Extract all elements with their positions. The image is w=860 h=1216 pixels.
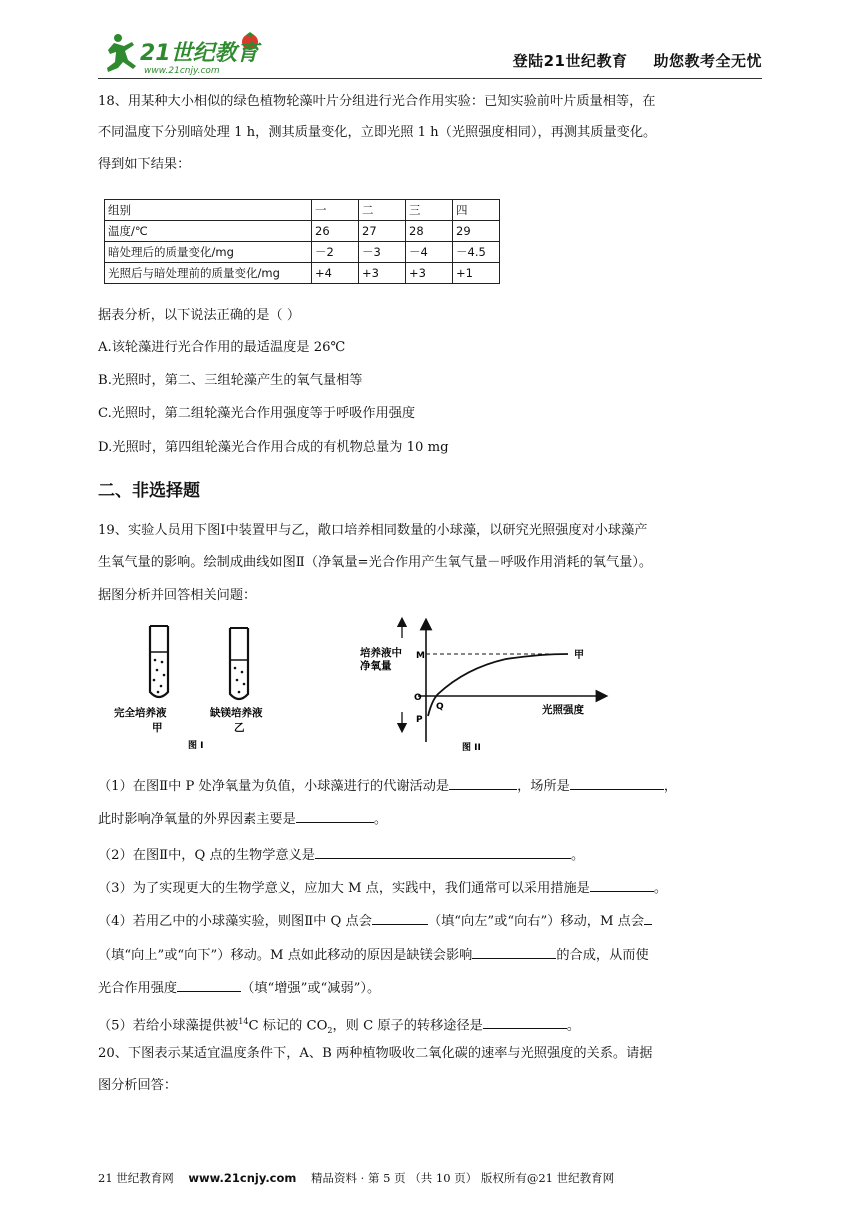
- text-span: 。: [653, 881, 668, 896]
- table-cell: 27: [359, 221, 406, 242]
- logo-text: 21世纪教育: [140, 41, 259, 66]
- text-span: 此时影响净氧量的外界因素主要是: [98, 812, 296, 827]
- table-cell: 光照后与暗处理前的质量变化/mg: [105, 263, 312, 284]
- header-slogan: [487, 50, 762, 71]
- text-span: （填“增强”或“减弱”）。: [241, 981, 381, 996]
- text-span: （3）为了实现更大的生物学意义，应加大 M 点，实践中，我们通常可以采用措施是: [98, 881, 590, 896]
- table-cell: －2: [312, 242, 359, 263]
- text-span: （1）在图Ⅱ中 P 处净氧量为负值，小球藻进行的代谢活动是: [98, 779, 450, 794]
- footer-site: 21 世纪教育网: [98, 1171, 174, 1185]
- footer-link[interactable]: www.21cnjy.com: [188, 1171, 297, 1185]
- table-cell: 组别: [105, 200, 312, 221]
- fig2-xlabel: 光照强度: [542, 704, 584, 716]
- subscript: 2: [327, 1026, 333, 1036]
- site-logo: [98, 28, 298, 76]
- q18-option-d: D.光照时，第四组轮藻光合作用合成的有机物总量为 10 mg: [98, 440, 449, 455]
- figure-2-caption: 图 II: [462, 743, 481, 753]
- answer-blank[interactable]: [372, 909, 428, 925]
- text-span: （填“向上”或“向下”）移动。M 点如此移动的原因是缺镁会影响: [98, 948, 473, 963]
- table-row: [105, 263, 500, 284]
- table-cell: +3: [359, 263, 406, 284]
- table-row: [105, 221, 500, 242]
- q19-stem-3: 据图分析并回答相关问题：: [98, 588, 257, 603]
- text-span: （2）在图Ⅱ中，Q 点的生物学意义是: [98, 848, 315, 863]
- q18-stem-2: 不同温度下分别暗处理 1 h，测其质量变化，立即光照 1 h（光照强度相同），再测其质量变化。: [98, 125, 657, 140]
- slogan-part-1: 登陆21世纪教育: [512, 52, 628, 70]
- figure-2-curve: [356, 616, 616, 756]
- answer-blank[interactable]: [472, 943, 556, 959]
- fig2-label-o: O: [414, 693, 422, 703]
- text-span: 光合作用强度: [98, 981, 178, 996]
- text-span: ，: [663, 779, 678, 794]
- table-cell: 温度/℃: [105, 221, 312, 242]
- q18-data-table: [104, 199, 500, 284]
- q19-stem-2: 生氧气量的影响。绘制成曲线如图Ⅱ（净氧量=光合作用产生氧气量－呼吸作用消耗的氧气量）。: [98, 555, 653, 570]
- tube-b-label: 缺镁培养液: [210, 707, 263, 719]
- answer-blank[interactable]: [483, 1013, 567, 1029]
- fig2-ylabel-2: 净氧量: [360, 660, 392, 672]
- text-span: 。: [373, 812, 387, 827]
- table-cell: －4: [406, 242, 453, 263]
- fig2-label-m: M: [416, 651, 425, 661]
- q19-sub3: [98, 873, 764, 904]
- answer-blank[interactable]: [177, 976, 241, 992]
- q19-sub2: [98, 840, 764, 871]
- q19-sub1-line2: [98, 804, 764, 835]
- text-span: ，则 C 原子的转移途径是: [332, 1018, 483, 1034]
- q18-table-wrap: [104, 199, 500, 284]
- section-title: 二、非选择题: [98, 481, 200, 501]
- table-cell: 三: [406, 200, 453, 221]
- page-header: [98, 28, 762, 79]
- table-cell: +1: [453, 263, 500, 284]
- q18-option-c: C.光照时，第二组轮藻光合作用强度等于呼吸作用强度: [98, 406, 416, 421]
- logo-url: www.21cnjy.com: [144, 66, 220, 76]
- table-cell: 四: [453, 200, 500, 221]
- answer-blank[interactable]: [315, 843, 571, 859]
- footer-text: 精品资料 · 第 5 页 （共 10 页） 版权所有@21 世纪教育网: [311, 1171, 615, 1185]
- text-span: ，场所是: [517, 779, 570, 794]
- fig2-ylabel-1: 培养液中: [360, 647, 402, 659]
- table-cell: －3: [359, 242, 406, 263]
- tube-a-sublabel: 甲: [152, 722, 163, 734]
- fig2-curve-label: 甲: [574, 650, 584, 661]
- tube-a-label: 完全培养液: [114, 707, 167, 719]
- q19-sub1-line1: [98, 771, 764, 802]
- answer-blank[interactable]: [644, 909, 652, 925]
- q18-option-a: A.该轮藻进行光合作用的最适温度是 26℃: [98, 340, 346, 355]
- table-cell: －4.5: [453, 242, 500, 263]
- test-tube-b-icon: [230, 628, 248, 699]
- table-cell: 一: [312, 200, 359, 221]
- page-footer: [98, 1170, 614, 1186]
- q19-sub4-line2: [98, 940, 764, 971]
- slogan-part-2: 助您教考全无忧: [653, 52, 762, 70]
- answer-blank[interactable]: [296, 807, 374, 823]
- table-cell: 29: [453, 221, 500, 242]
- q18-question: 据表分析，以下说法正确的是（ ）: [98, 308, 301, 323]
- q19-sub4-line3: [98, 973, 764, 1004]
- superscript: 14: [238, 1017, 249, 1026]
- table-row: [105, 200, 500, 221]
- figure-1-caption: 图 I: [188, 741, 204, 751]
- answer-blank[interactable]: [590, 876, 654, 892]
- q18-stem-3: 得到如下结果：: [98, 157, 191, 172]
- text-span: （填“向左”或“向右”）移动，M 点会: [427, 914, 645, 929]
- text-span: C 标记的 CO: [248, 1018, 328, 1034]
- table-cell: 暗处理后的质量变化/mg: [105, 242, 312, 263]
- table-cell: +4: [312, 263, 359, 284]
- answer-blank[interactable]: [449, 774, 517, 790]
- q18-stem-1: 18、用某种大小相似的绿色植物轮藻叶片分组进行光合作用实验：已知实验前叶片质量相等，在: [98, 94, 656, 109]
- q18-option-b: B.光照时，第二、三组轮藻产生的氧气量相等: [98, 373, 363, 388]
- q20-stem-2: 图分析回答：: [98, 1078, 178, 1093]
- figure-1-test-tubes: [112, 620, 292, 760]
- text-span: （5）若给小球藻提供被: [98, 1018, 239, 1034]
- text-span: 的合成，从而使: [556, 948, 649, 963]
- tube-b-sublabel: 乙: [234, 722, 245, 734]
- fig2-label-q: Q: [436, 702, 444, 712]
- text-span: 。: [570, 848, 585, 863]
- q20-stem-1: 20、下图表示某适宜温度条件下，A、B 两种植物吸收二氧化碳的速率与光照强度的关系。请据: [98, 1046, 653, 1061]
- q19-stem-1: 19、实验人员用下图Ⅰ中装置甲与乙，敞口培养相同数量的小球藻，以研究光照强度对小球藻产: [98, 523, 648, 538]
- table-row: [105, 242, 500, 263]
- q19-sub4-line1: [98, 906, 764, 937]
- text-span: （4）若用乙中的小球藻实验，则图Ⅱ中 Q 点会: [98, 914, 372, 929]
- table-cell: 28: [406, 221, 453, 242]
- test-tube-a-icon: [150, 626, 168, 697]
- text-span: 。: [566, 1018, 581, 1034]
- table-cell: 二: [359, 200, 406, 221]
- answer-blank[interactable]: [570, 774, 664, 790]
- fig2-label-p: P: [416, 715, 423, 725]
- table-cell: +3: [406, 263, 453, 284]
- table-cell: 26: [312, 221, 359, 242]
